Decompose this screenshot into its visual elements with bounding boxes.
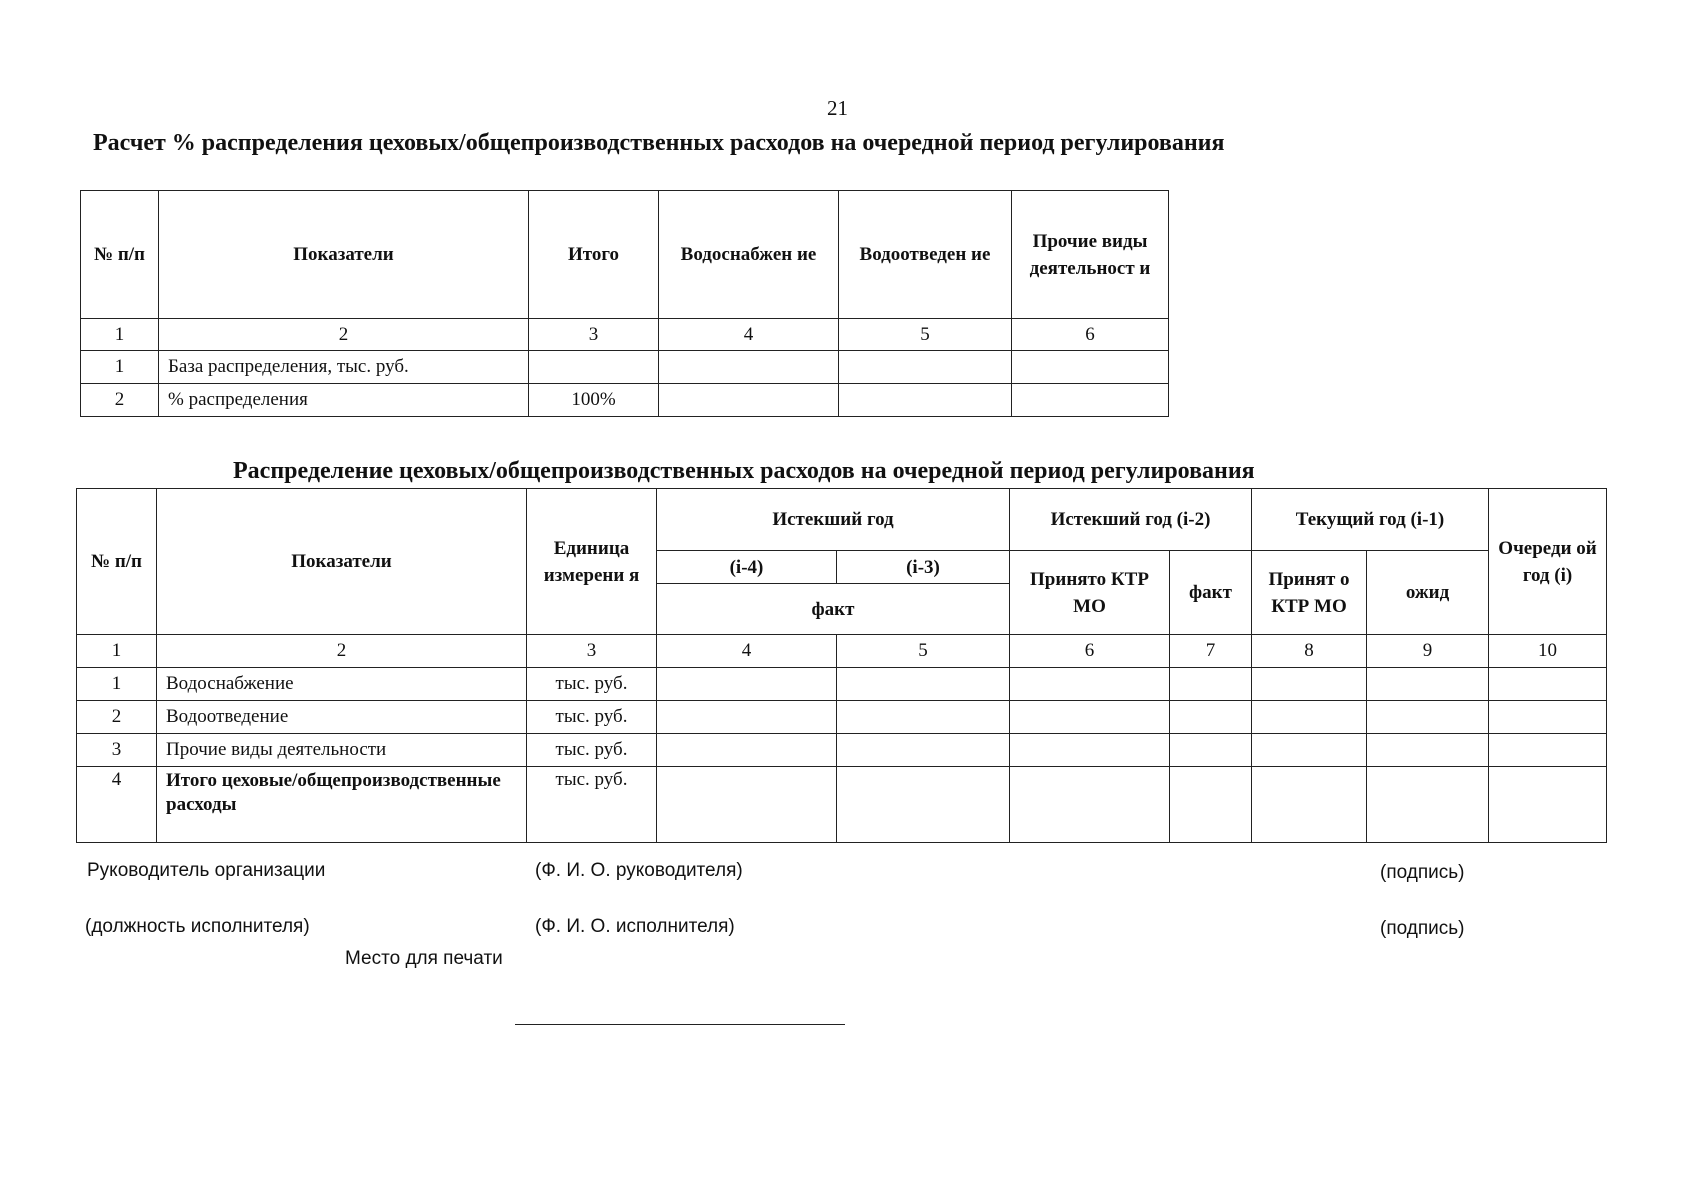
empty-cell — [1367, 668, 1489, 701]
empty-cell — [1367, 701, 1489, 734]
header-next-year: Очереди ой год (i) — [1489, 489, 1607, 635]
empty-cell — [1252, 767, 1367, 843]
header-expected: ожид — [1367, 551, 1489, 635]
cell-water-disposal — [839, 351, 1012, 384]
column-numbering-row — [81, 319, 1169, 351]
empty-cell — [837, 734, 1010, 767]
cell-water-disposal — [839, 384, 1012, 417]
table2-title: Распределение цеховых/общепроизводственных расходов на очередной период регулирования — [233, 458, 1255, 484]
empty-cell — [1489, 734, 1607, 767]
table-row — [77, 734, 1607, 767]
header-fact: факт — [1170, 551, 1252, 635]
empty-cell — [657, 701, 837, 734]
column-number: 6 — [1010, 635, 1170, 668]
header-water-disposal: Водоотведен ие — [839, 191, 1012, 319]
column-number: 3 — [529, 319, 659, 351]
row-unit: тыс. руб. — [527, 668, 657, 701]
empty-cell — [1489, 767, 1607, 843]
row-number: 1 — [77, 668, 157, 701]
empty-cell — [837, 767, 1010, 843]
row-indicator: Водоснабжение — [157, 668, 527, 701]
column-number: 1 — [81, 319, 159, 351]
table-header-row — [77, 489, 1607, 551]
column-number: 5 — [837, 635, 1010, 668]
header-indicator: Показатели — [159, 191, 529, 319]
header-i3: (i-3) — [837, 551, 1010, 584]
header-accepted-ktr: Принято КТР МО — [1010, 551, 1170, 635]
column-number: 2 — [157, 635, 527, 668]
row-indicator: Прочие виды деятельности — [157, 734, 527, 767]
header-num: № п/п — [81, 191, 159, 319]
cell-other — [1012, 384, 1169, 417]
empty-cell — [1010, 734, 1170, 767]
column-number: 4 — [657, 635, 837, 668]
header-i4: (i-4) — [657, 551, 837, 584]
column-number: 9 — [1367, 635, 1489, 668]
page-number: 21 — [827, 96, 848, 120]
empty-cell — [1252, 668, 1367, 701]
empty-cell — [1252, 734, 1367, 767]
row-unit: тыс. руб. — [527, 734, 657, 767]
empty-cell — [837, 701, 1010, 734]
expense-distribution-table — [76, 488, 1607, 843]
empty-cell — [1170, 734, 1252, 767]
cell-total — [529, 351, 659, 384]
row-number: 1 — [81, 351, 159, 384]
empty-cell — [657, 734, 837, 767]
row-number: 3 — [77, 734, 157, 767]
stamp-place: Место для печати — [345, 948, 503, 969]
head-signature: (подпись) — [1380, 862, 1465, 883]
empty-cell — [1489, 701, 1607, 734]
empty-cell — [1010, 668, 1170, 701]
row-indicator-total: Итого цеховые/общепроизводственные расходы — [157, 767, 527, 843]
table-row — [81, 351, 1169, 384]
row-number: 2 — [77, 701, 157, 734]
header-num: № п/п — [77, 489, 157, 635]
signature-line — [515, 1024, 845, 1025]
column-number: 4 — [659, 319, 839, 351]
empty-cell — [1170, 701, 1252, 734]
header-accepted-ktr-2: Принят о КТР МО — [1252, 551, 1367, 635]
empty-cell — [1367, 734, 1489, 767]
row-indicator: База распределения, тыс. руб. — [159, 351, 529, 384]
empty-cell — [1367, 767, 1489, 843]
table-row — [77, 701, 1607, 734]
header-current-year: Текущий год (i-1) — [1252, 489, 1489, 551]
column-number: 6 — [1012, 319, 1169, 351]
empty-cell — [1489, 668, 1607, 701]
header-indicator: Показатели — [157, 489, 527, 635]
head-fio: (Ф. И. О. руководителя) — [535, 860, 743, 881]
executor-fio: (Ф. И. О. исполнителя) — [535, 916, 735, 937]
empty-cell — [1010, 767, 1170, 843]
table-row — [77, 668, 1607, 701]
executor-signature: (подпись) — [1380, 918, 1465, 939]
column-number: 10 — [1489, 635, 1607, 668]
empty-cell — [1170, 668, 1252, 701]
empty-cell — [837, 668, 1010, 701]
empty-cell — [657, 767, 837, 843]
header-past-year-i2: Истекший год (i-2) — [1010, 489, 1252, 551]
table-header-row — [81, 191, 1169, 319]
column-number: 8 — [1252, 635, 1367, 668]
table-row-total — [77, 767, 1607, 843]
empty-cell — [1010, 701, 1170, 734]
column-number: 2 — [159, 319, 529, 351]
column-number: 1 — [77, 635, 157, 668]
header-total: Итого — [529, 191, 659, 319]
row-number: 4 — [77, 767, 157, 843]
header-other-activities: Прочие виды деятельност и — [1012, 191, 1169, 319]
empty-cell — [1170, 767, 1252, 843]
cell-total: 100% — [529, 384, 659, 417]
header-unit: Единица измерени я — [527, 489, 657, 635]
column-number: 5 — [839, 319, 1012, 351]
cell-other — [1012, 351, 1169, 384]
column-numbering-row — [77, 635, 1607, 668]
cell-water-supply — [659, 351, 839, 384]
row-indicator: Водоотведение — [157, 701, 527, 734]
row-indicator: % распределения — [159, 384, 529, 417]
header-water-supply: Водоснабжен ие — [659, 191, 839, 319]
empty-cell — [657, 668, 837, 701]
executor-position: (должность исполнителя) — [85, 916, 310, 937]
empty-cell — [1252, 701, 1367, 734]
header-fact-span: факт — [657, 584, 1010, 635]
head-label: Руководитель организации — [87, 860, 326, 881]
row-number: 2 — [81, 384, 159, 417]
header-past-year: Истекший год — [657, 489, 1010, 551]
row-unit: тыс. руб. — [527, 767, 657, 843]
distribution-percent-table — [80, 190, 1169, 417]
column-number: 3 — [527, 635, 657, 668]
cell-water-supply — [659, 384, 839, 417]
table1-title: Расчет % распределения цеховых/общепроизводственных расходов на очередной период регулирования — [93, 130, 1225, 156]
column-number: 7 — [1170, 635, 1252, 668]
table-row — [81, 384, 1169, 417]
row-unit: тыс. руб. — [527, 701, 657, 734]
